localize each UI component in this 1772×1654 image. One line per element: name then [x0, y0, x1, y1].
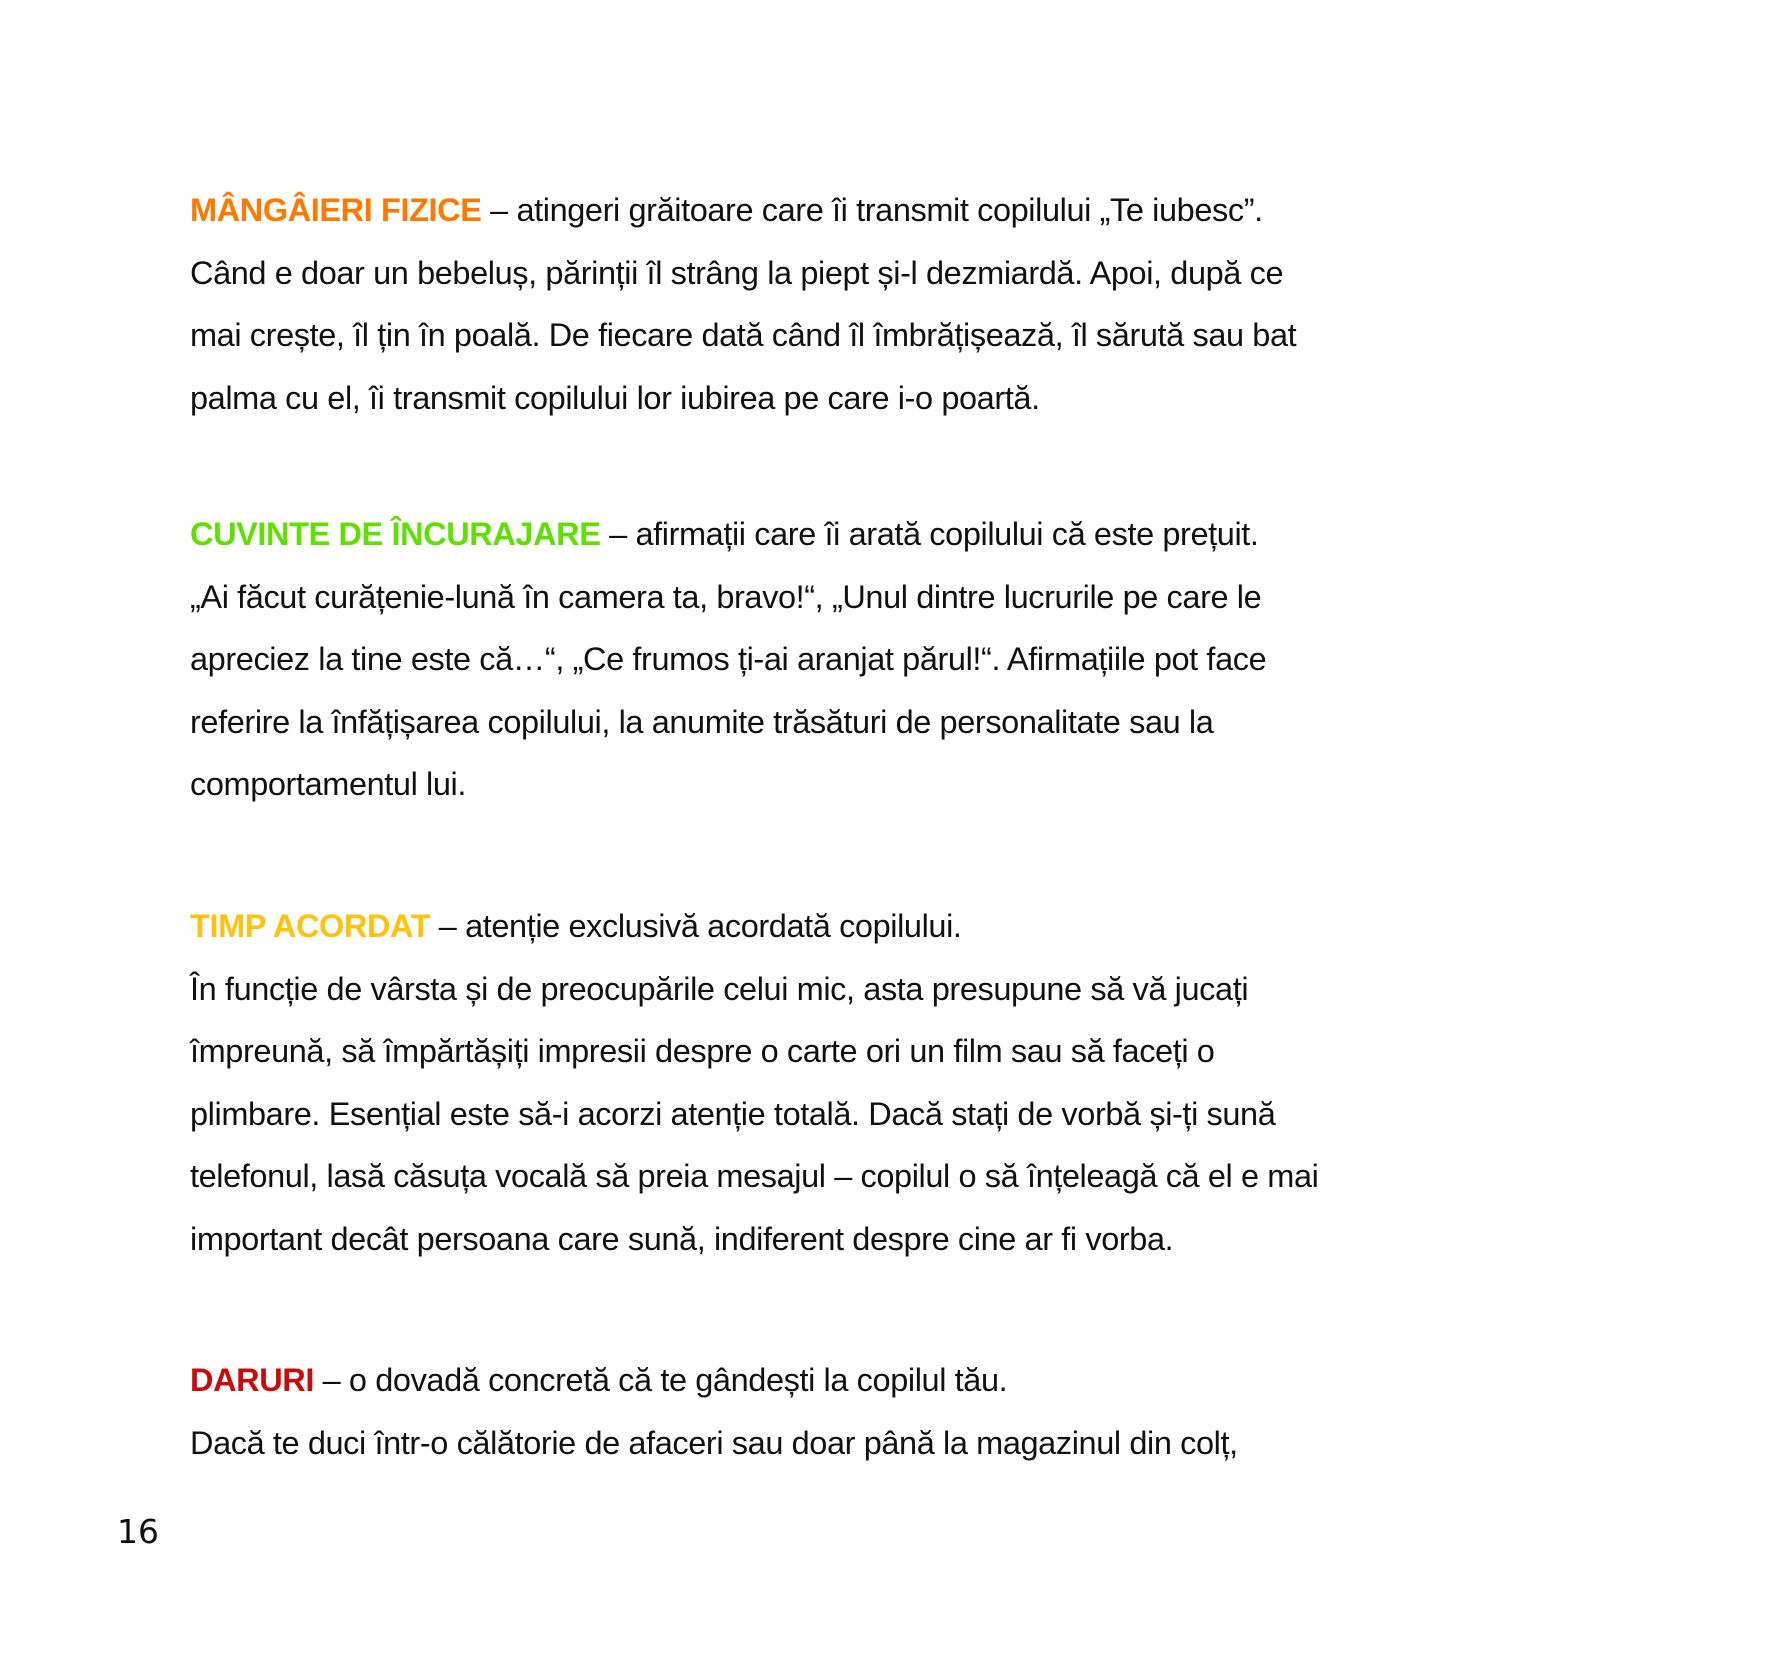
section-heading: MÂNGÂIERI FIZICE: [190, 192, 482, 228]
paragraph-line: Dacă te duci într-o călătorie de afaceri sau doar până la magazinul din colț,: [190, 1424, 1238, 1461]
text: – atingeri grăitoare care îi transmit copilului „Te iubesc”.: [481, 192, 1263, 228]
paragraph-line: referire la înfățișarea copilului, la anumite trăsături de personalitate sau la: [190, 703, 1214, 740]
section-heading: TIMP ACORDAT: [190, 908, 431, 944]
section-heading: CUVINTE DE ÎNCURAJARE: [190, 516, 601, 552]
section-words-of-affirmation: [190, 503, 1266, 816]
section-gifts: [190, 1349, 1238, 1474]
section-quality-time: [190, 895, 1318, 1270]
paragraph-line: plimbare. Esențial este să-i acorzi atenție totală. Dacă stați de vorbă și-ți sună: [190, 1095, 1276, 1132]
paragraph-line: palma cu el, îi transmit copilului lor iubirea pe care i-o poartă.: [190, 379, 1040, 416]
paragraph-line: [190, 895, 1318, 958]
paragraph-line: Când e doar un bebeluș, părinții îl strâng la piept și-l dezmiardă. Apoi, după ce: [190, 254, 1284, 291]
page-number: 16: [117, 1512, 159, 1551]
paragraph-line: telefonul, lasă căsuța vocală să preia mesajul – copilul o să înțeleagă că el e mai: [190, 1158, 1319, 1194]
paragraph-line: [190, 1349, 1238, 1412]
paragraph-line: împreună, să împărtășiți impresii despre o carte ori un film sau să faceți o: [190, 1033, 1215, 1069]
paragraph-line: mai crește, îl țin în poală. De fiecare dată când îl îmbrățișează, îl sărută sau bat: [190, 317, 1297, 353]
paragraph-line: [190, 503, 1266, 566]
paragraph-line: „Ai făcut curățenie-lună în camera ta, bravo!“, „Unul dintre lucrurile pe care le: [190, 578, 1262, 615]
text: – afirmații care îi arată copilului că este prețuit.: [600, 516, 1259, 552]
paragraph-line: comportamentul lui.: [190, 766, 466, 802]
section-heading: DARURI: [190, 1362, 314, 1398]
paragraph-line: [190, 179, 1296, 242]
paragraph-line: important decât persoana care sună, indiferent despre cine ar fi vorba.: [190, 1220, 1174, 1257]
text: – o dovadă concretă că te gândești la copilul tău.: [313, 1362, 1008, 1398]
section-physical-touch: [190, 179, 1296, 429]
text: – atenție exclusivă acordată copilului.: [430, 908, 962, 944]
paragraph-line: apreciez la tine este că…“, „Ce frumos ți-ai aranjat părul!“. Afirmațiile pot face: [190, 641, 1267, 677]
paragraph-line: În funcție de vârsta și de preocupările celui mic, asta presupune să vă jucați: [190, 970, 1249, 1007]
